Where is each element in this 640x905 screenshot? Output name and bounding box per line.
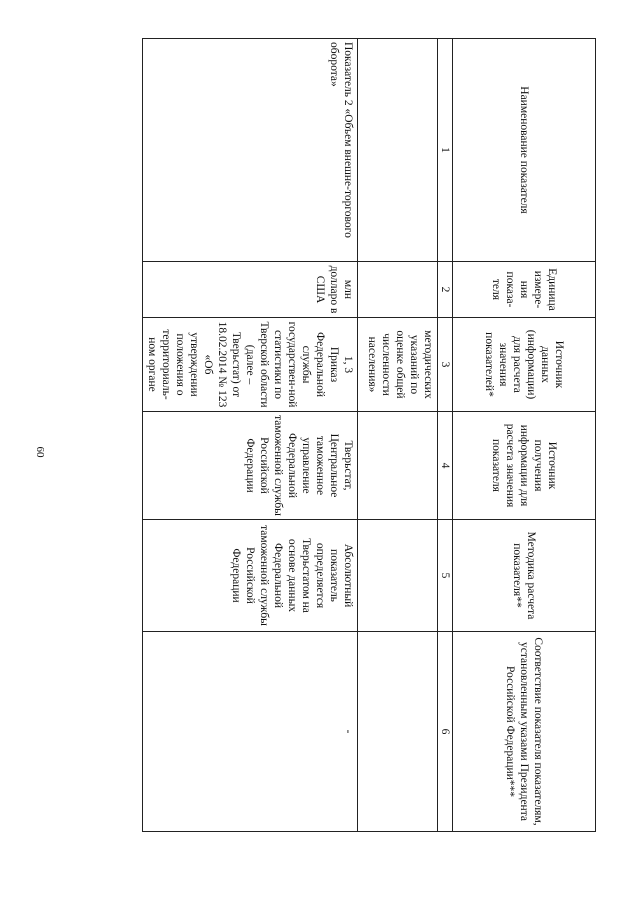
header-presidential-compliance: Соответствие показателя показателям, установленным указами Президента Российской Федерации*** xyxy=(453,632,596,832)
cell-unit xyxy=(358,262,438,318)
header-row xyxy=(453,39,596,832)
indicator-row xyxy=(143,39,358,832)
column-number: 1 xyxy=(438,39,453,262)
header-indicator-name: Наименование показателя xyxy=(453,39,596,262)
cell-name: Показатель 2 «Объем внешне-торгового оборота» xyxy=(143,39,358,262)
header-unit: Единица измере-ния показа-теля xyxy=(453,262,596,318)
cell-compliance: - xyxy=(143,632,358,832)
header-data-source: Источник данных (информации) для расчета значения показателей* xyxy=(453,318,596,412)
continuation-row xyxy=(358,39,438,832)
column-number: 6 xyxy=(438,632,453,832)
cell-method xyxy=(358,520,438,632)
header-calculation-method: Методика расчета показателя** xyxy=(453,520,596,632)
indicator-table xyxy=(142,38,596,832)
cell-info-source: Тверьстат, Центральное таможенное управление Федеральной таможенной службы Российской Федерации xyxy=(143,412,358,520)
cell-unit: млн долларо в США xyxy=(143,262,358,318)
cell-data-source xyxy=(143,318,358,412)
data-source-text: Приказ Федеральной службы государствен-ной статистики по Тверской области (далее – Тверьстат) от 18.02.2014 № 123 «Об утверждении положения о территориаль-ном органе xyxy=(146,321,340,408)
column-number: 4 xyxy=(438,412,453,520)
cell-method: Абсолютный показатель определяется Тверьстатом на основе данных Федеральной таможенной службы Российской Федерации xyxy=(143,520,358,632)
page-number: 60 xyxy=(34,446,46,458)
column-number: 3 xyxy=(438,318,453,412)
indicator-table-container xyxy=(96,38,596,831)
cell-info-source xyxy=(358,412,438,520)
column-number: 2 xyxy=(438,262,453,318)
cell-data-source: методических указаний по оценке общей численности населения» xyxy=(358,318,438,412)
cell-name xyxy=(358,39,438,262)
header-info-source: Источник получения информации для расчета значения показателя xyxy=(453,412,596,520)
column-number: 5 xyxy=(438,520,453,632)
column-number-row xyxy=(438,39,453,832)
cell-compliance xyxy=(358,632,438,832)
data-source-ref: 1, 3 xyxy=(342,355,354,374)
